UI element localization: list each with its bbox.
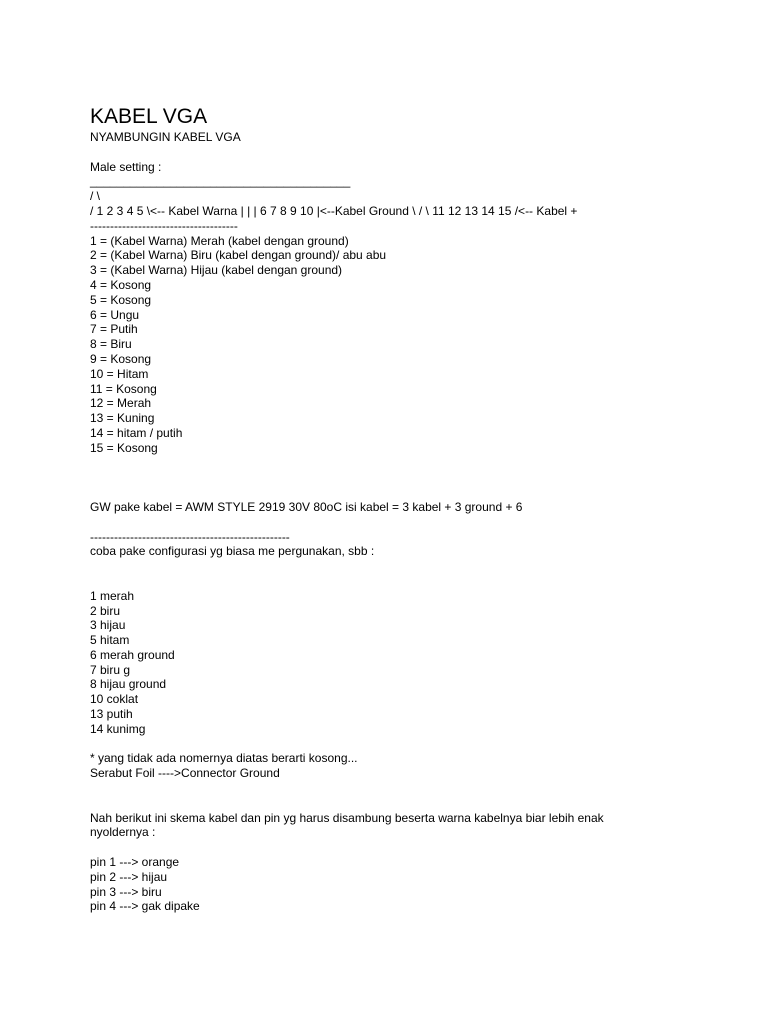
blank-line [90, 796, 730, 811]
blank-line [90, 559, 730, 574]
blank-line [90, 145, 730, 160]
text-line: ------------------------------------- [90, 218, 238, 233]
text-line: _______________________________________ [90, 174, 351, 189]
text-line: 6 merah ground [90, 647, 175, 662]
document-body [90, 130, 730, 914]
text-line: -------------------------------------------------- [90, 529, 290, 544]
blank-line [90, 456, 730, 471]
text-line: nyoldernya : [90, 825, 156, 840]
blank-line [90, 485, 730, 500]
blank-line [90, 781, 730, 796]
text-line: / 1 2 3 4 5 \<-- Kabel Warna | | | 6 7 8 9 10 |<--Kabel Ground \ / \ 11 12 13 14 15 /<-- Kabel + [90, 203, 578, 218]
text-line: 11 = Kosong [90, 381, 157, 396]
blank-line [90, 574, 730, 589]
text-line: 2 biru [90, 603, 121, 618]
text-line: 8 = Biru [90, 337, 132, 352]
text-line: pin 2 ---> hijau [90, 869, 168, 884]
text-line: 6 = Ungu [90, 307, 140, 322]
text-line: * yang tidak ada nomernya diatas berarti kosong... [90, 751, 358, 766]
text-line: 15 = Kosong [90, 440, 158, 455]
document-title: KABEL VGA [90, 105, 208, 128]
text-line: 1 merah [90, 588, 135, 603]
text-line: Nah berikut ini skema kabel dan pin yg harus disambung beserta warna kabelnya biar lebih enak [90, 810, 604, 825]
text-line: 7 = Putih [90, 322, 138, 337]
text-line: NYAMBUNGIN KABEL VGA [90, 130, 241, 144]
text-line: 12 = Merah [90, 396, 152, 411]
text-line: 2 = (Kabel Warna) Biru (kabel dengan ground)/ abu abu [90, 248, 387, 263]
blank-line [90, 737, 730, 752]
text-line: / \ [90, 189, 101, 204]
text-line: 14 = hitam / putih [90, 425, 183, 440]
text-line: 4 = Kosong [90, 277, 152, 292]
text-line: 13 = Kuning [90, 411, 155, 426]
text-line: 9 = Kosong [90, 351, 152, 366]
text-line: 13 putih [90, 707, 133, 722]
text-line: pin 4 ---> gak dipake [90, 899, 200, 914]
text-line: 7 biru g [90, 662, 131, 677]
blank-line [90, 840, 730, 855]
blank-line [90, 470, 730, 485]
text-line: Male setting : [90, 159, 162, 174]
document-page [90, 104, 730, 914]
text-line: 14 kunimg [90, 721, 146, 736]
text-line: 10 coklat [90, 692, 139, 707]
text-line: 10 = Hitam [90, 366, 149, 381]
text-line: 3 = (Kabel Warna) Hijau (kabel dengan ground) [90, 263, 343, 278]
text-line: 8 hijau ground [90, 677, 167, 692]
text-line: pin 3 ---> biru [90, 884, 162, 899]
text-line: coba pake configurasi yg biasa me pergunakan, sbb : [90, 544, 375, 559]
text-line: 3 hijau [90, 618, 126, 633]
text-line: pin 1 ---> orange [90, 855, 180, 870]
text-line: 1 = (Kabel Warna) Merah (kabel dengan ground) [90, 233, 349, 248]
text-line: GW pake kabel = AWM STYLE 2919 30V 80oC isi kabel = 3 kabel + 3 ground + 6 [90, 499, 523, 514]
text-line: 5 hitam [90, 633, 130, 648]
text-line: 5 = Kosong [90, 292, 152, 307]
text-line: Serabut Foil ---->Connector Ground [90, 766, 280, 781]
blank-line [90, 515, 730, 530]
